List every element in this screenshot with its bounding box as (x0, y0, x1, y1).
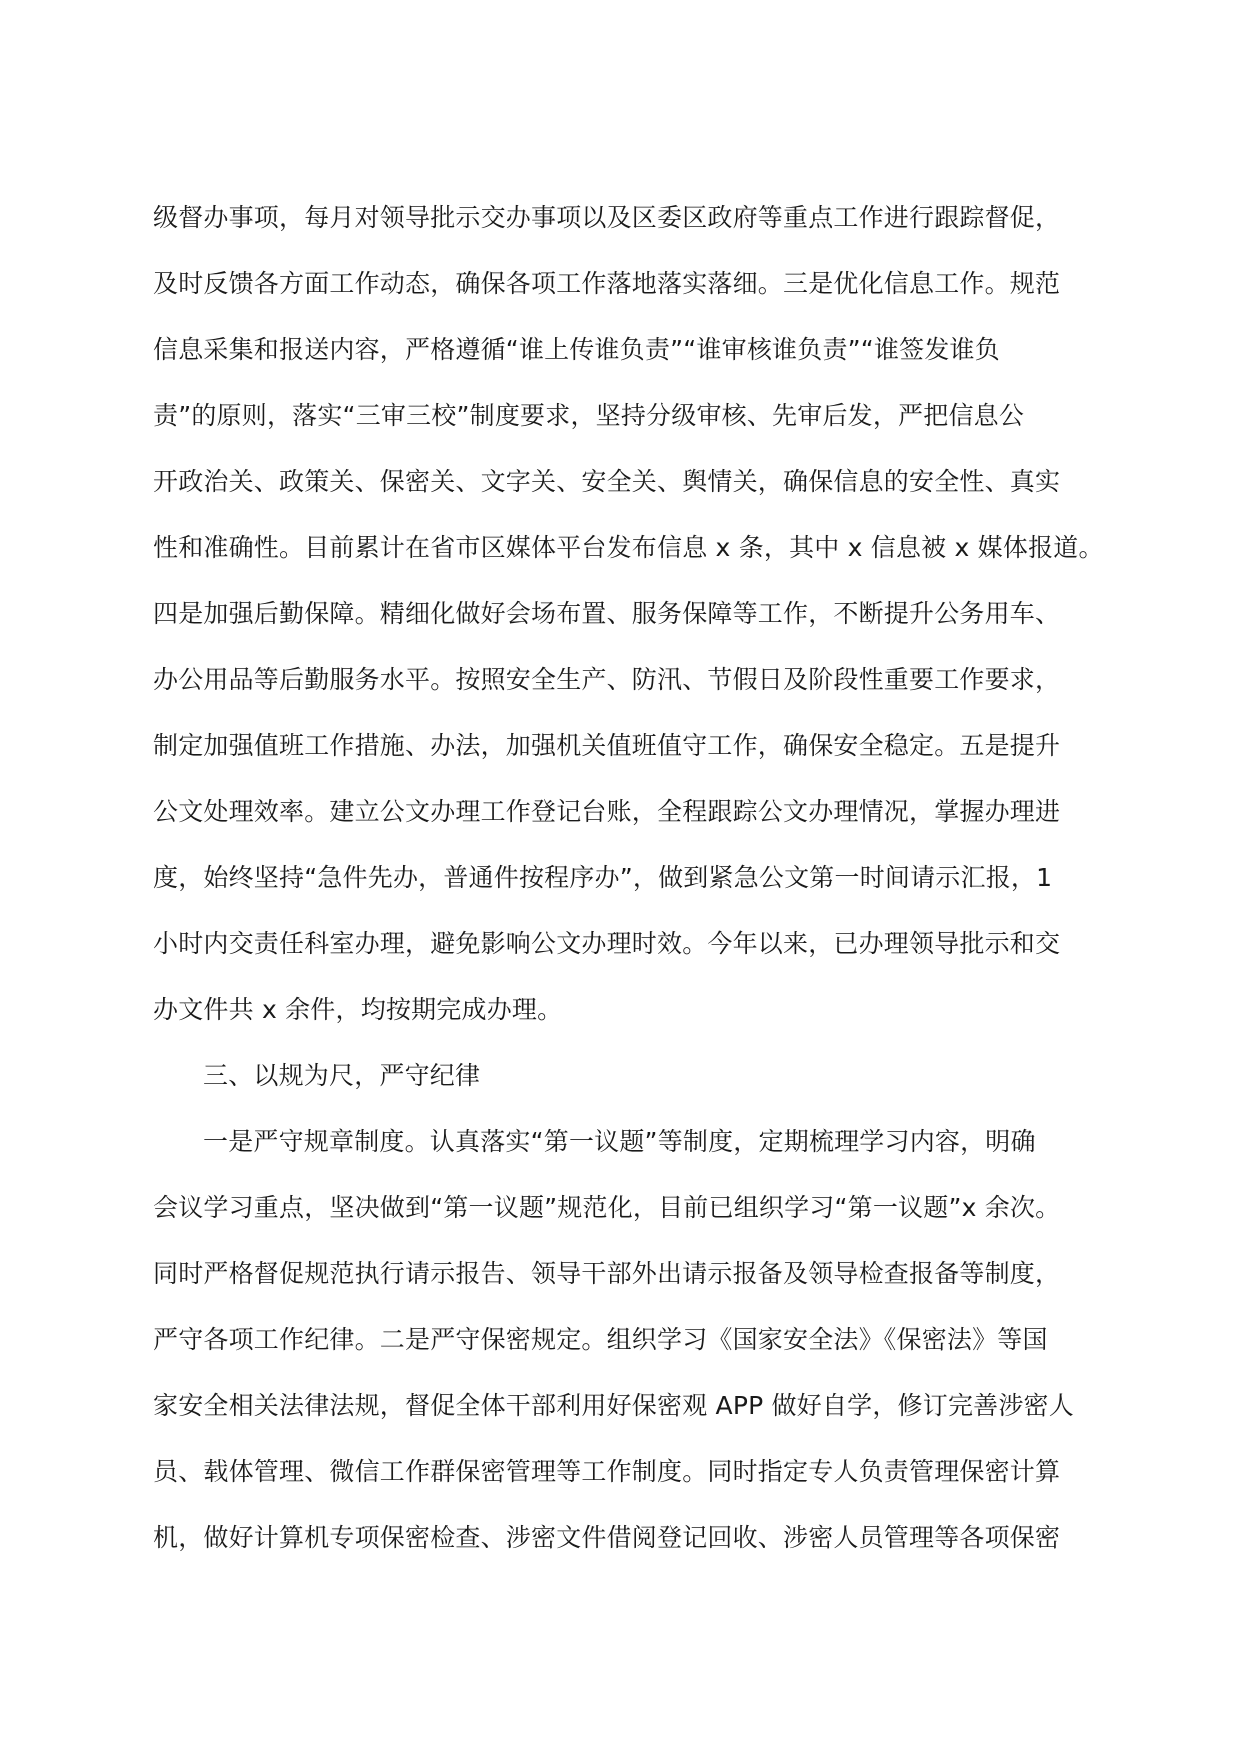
text-line: 会议学习重点，坚决做到“第一议题”规范化，目前已组织学习“第一议题”x 余次。 (153, 1193, 1061, 1222)
document-body (153, 185, 1104, 1571)
text-line: 及时反馈各方面工作动态，确保各项工作落地落实落细。三是优化信息工作。规范 (153, 269, 1061, 298)
text-line: 性和准确性。目前累计在省市区媒体平台发布信息 x 条，其中 x 信息被 x 媒体报道。 (153, 533, 1104, 562)
text-line: 小时内交责任科室办理，避免影响公文办理时效。今年以来，已办理领导批示和交 (153, 929, 1061, 958)
text-line: 制定加强值班工作措施、办法，加强机关值班值守工作，确保安全稳定。五是提升 (153, 731, 1061, 760)
paragraph-first-line: 一是严守规章制度。认真落实“第一议题”等制度，定期梳理学习内容，明确 (203, 1127, 1036, 1156)
text-line: 公文处理效率。建立公文办理工作登记台账，全程跟踪公文办理情况，掌握办理进 (153, 797, 1061, 826)
text-line: 开政治关、政策关、保密关、文字关、安全关、舆情关，确保信息的安全性、真实 (153, 467, 1061, 496)
text-line: 家安全相关法律法规，督促全体干部利用好保密观 APP 做好自学，修订完善涉密人 (153, 1391, 1074, 1420)
text-line: 度，始终坚持“急件先办，普通件按程序办”，做到紧急公文第一时间请示汇报，1 (153, 863, 1053, 892)
text-line: 严守各项工作纪律。二是严守保密规定。组织学习《国家安全法》《保密法》等国 (153, 1325, 1048, 1354)
text-line: 级督办事项，每月对领导批示交办事项以及区委区政府等重点工作进行跟踪督促， (153, 203, 1061, 232)
text-line: 办文件共 x 余件，均按期完成办理。 (153, 995, 563, 1024)
paragraph-first-line: 三、以规为尺，严守纪律 (203, 1061, 481, 1090)
text-line: 同时严格督促规范执行请示报告、领导干部外出请示报备及领导检查报备等制度， (153, 1259, 1061, 1288)
text-line: 机，做好计算机专项保密检查、涉密文件借阅登记回收、涉密人员管理等各项保密 (153, 1523, 1061, 1552)
text-line: 办公用品等后勤服务水平。按照安全生产、防汛、节假日及阶段性重要工作要求， (153, 665, 1061, 694)
text-line: 员、载体管理、微信工作群保密管理等工作制度。同时指定专人负责管理保密计算 (153, 1457, 1061, 1486)
text-line: 信息采集和报送内容，严格遵循“谁上传谁负责”“谁审核谁负责”“谁签发谁负 (153, 335, 1000, 364)
text-line: 四是加强后勤保障。精细化做好会场布置、服务保障等工作，不断提升公务用车、 (153, 599, 1061, 628)
text-line: 责”的原则，落实“三审三校”制度要求，坚持分级审核、先审后发，严把信息公 (153, 401, 1025, 430)
